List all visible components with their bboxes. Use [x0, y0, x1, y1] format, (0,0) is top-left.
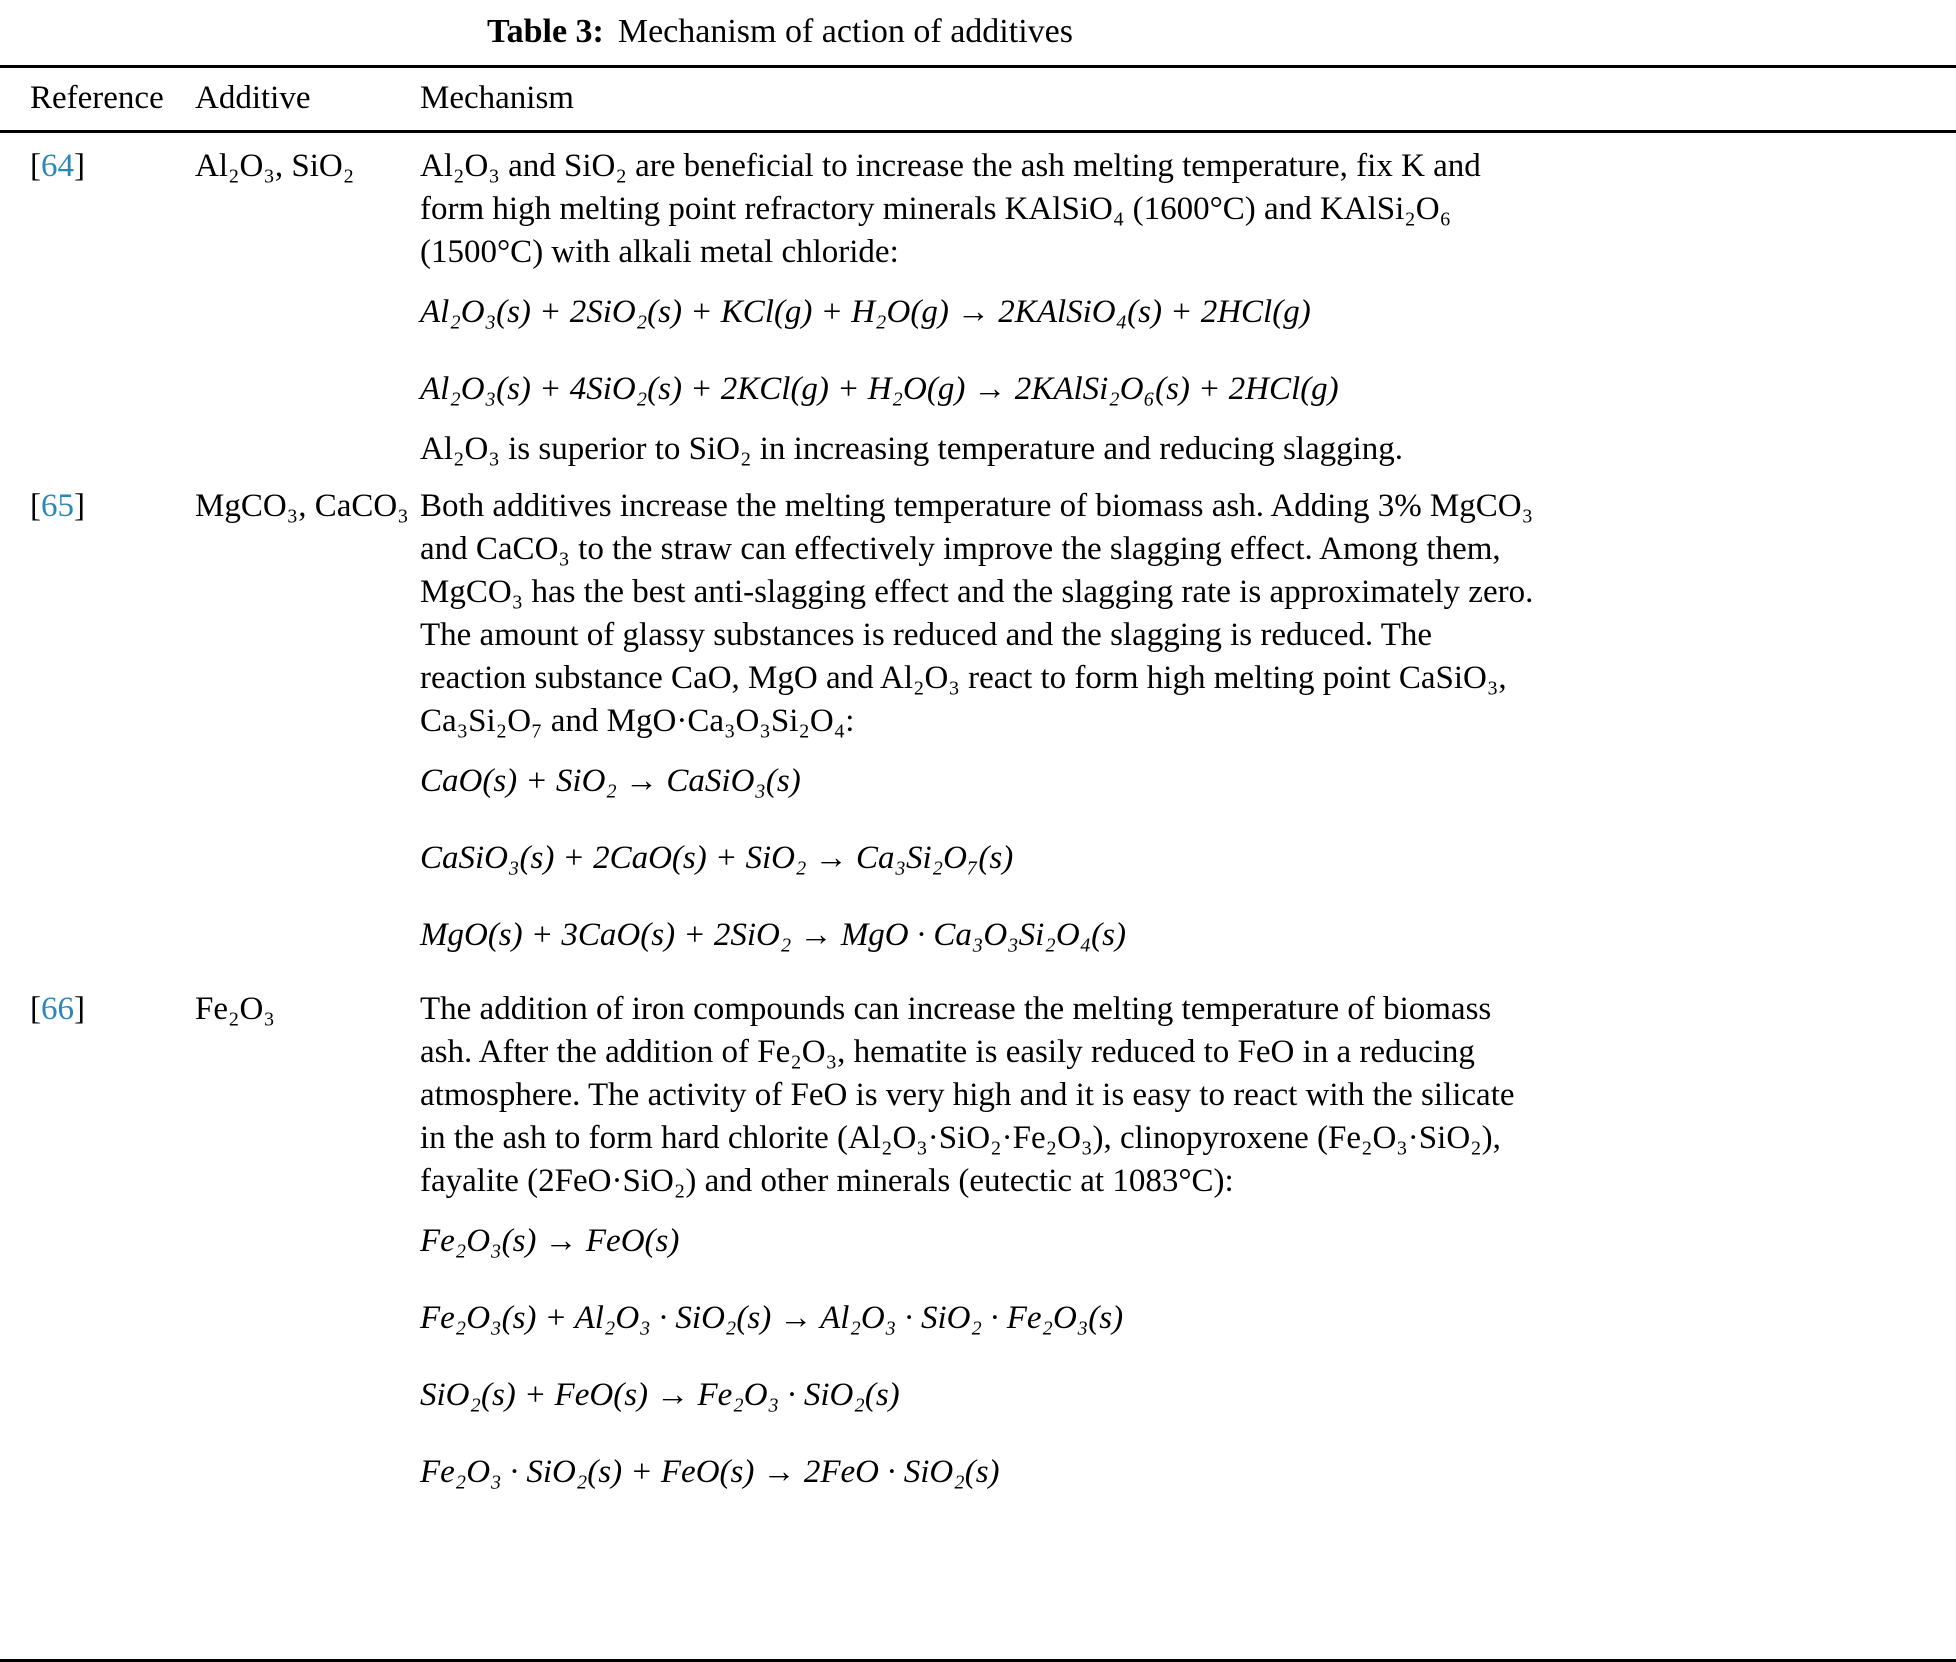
- bracket-open: [: [30, 148, 41, 184]
- mechanism-equation: Al₂O₃(s) + 4SiO₂(s) + 2KCl(g) + H₂O(g) → 2KAlSi₂O₆(s) + 2HCl(g): [420, 371, 1339, 407]
- reference-link[interactable]: 64: [41, 148, 74, 184]
- mechanism-equation: SiO₂(s) + FeO(s) → Fe₂O₃ · SiO₂(s): [420, 1377, 900, 1413]
- bracket-open: [: [30, 488, 41, 524]
- mechanism-equation: CaO(s) + SiO₂ → CaSiO₃(s): [420, 763, 801, 799]
- additive-label: Fe₂O₃: [195, 991, 275, 1027]
- mechanism-paragraph: Al₂O₃ and SiO₂ are beneficial to increase the ash melting temperature, fix K and form high melting point refractory minerals KAlSiO₄ (1600°C) and KAlSi₂O₆ (1500°C) with alkali metal chloride:: [420, 148, 1481, 270]
- table-caption: [0, 0, 1560, 65]
- bracket-close: ]: [74, 488, 85, 524]
- mechanism-equation: Fe₂O₃(s) + Al₂O₃ · SiO₂(s) → Al₂O₃ · SiO₂ · Fe₂O₃(s): [420, 1300, 1124, 1336]
- mechanism-equation: CaSiO₃(s) + 2CaO(s) + SiO₂ → Ca₃Si₂O₇(s): [420, 840, 1014, 876]
- table-row: [0, 485, 1956, 974]
- table-header-row: [0, 68, 1956, 130]
- bracket-close: ]: [74, 148, 85, 184]
- mechanism-paragraph: Both additives increase the melting temperature of biomass ash. Adding 3% MgCO₃ and CaCO₃ to the straw can effectively improve the slagging effect. Among them, MgCO₃ has the best anti-slagging effect and the slagging rate is approximately zero. The amount of glassy substances is reduced and the slagging is reduced. The reaction substance CaO, MgO and Al₂O₃ react to form high melting point CaSiO₃, Ca₃Si₂O₇ and MgO·Ca₃O₃Si₂O₄:: [420, 488, 1534, 739]
- table-caption-label: Table 3:: [487, 13, 604, 50]
- bracket-close: ]: [74, 991, 85, 1027]
- mechanism-cell: [420, 145, 1546, 471]
- reference-link[interactable]: 65: [41, 488, 74, 524]
- bracket-open: [: [30, 991, 41, 1027]
- column-header-mechanism: Mechanism: [420, 80, 574, 116]
- mechanism-equation: Al₂O₃(s) + 2SiO₂(s) + KCl(g) + H₂O(g) → 2KAlSiO₄(s) + 2HCl(g): [420, 294, 1311, 330]
- mechanism-paragraph: The addition of iron compounds can increase the melting temperature of biomass ash. After the addition of Fe₂O₃, hematite is easily reduced to FeO in a reducing atmosphere. The activity of FeO is very high and it is easy to react with the silicate in the ash to form hard chlorite (Al₂O₃·SiO₂·Fe₂O₃), clinopyroxene (Fe₂O₃·SiO₂), fayalite (2FeO·SiO₂) and other minerals (eutectic at 1083°C):: [420, 991, 1515, 1199]
- mechanism-equation: Fe₂O₃(s) → FeO(s): [420, 1223, 680, 1259]
- mechanism-paragraph: Al₂O₃ is superior to SiO₂ in increasing temperature and reducing slagging.: [420, 431, 1404, 467]
- reference-link[interactable]: 66: [41, 991, 74, 1027]
- reference-cell: [30, 485, 195, 528]
- column-header-reference: Reference: [30, 80, 164, 116]
- table-body: [0, 133, 1956, 1519]
- mechanism-cell: [420, 988, 1546, 1511]
- mechanism-equation: MgO(s) + 3CaO(s) + 2SiO₂ → MgO · Ca₃O₃Si₂O₄(s): [420, 917, 1126, 953]
- table-row: [0, 988, 1956, 1511]
- additive-label: MgCO₃, CaCO₃: [195, 488, 409, 524]
- column-header-additive: Additive: [195, 80, 311, 116]
- mechanism-cell: [420, 485, 1546, 974]
- additive-label: Al₂O₃, SiO₂: [195, 148, 355, 184]
- mechanism-equation: Fe₂O₃ · SiO₂(s) + FeO(s) → 2FeO · SiO₂(s): [420, 1454, 1000, 1490]
- table-row: [0, 145, 1956, 471]
- reference-cell: [30, 145, 195, 188]
- table-caption-text: Mechanism of action of additives: [617, 13, 1073, 50]
- reference-cell: [30, 988, 195, 1031]
